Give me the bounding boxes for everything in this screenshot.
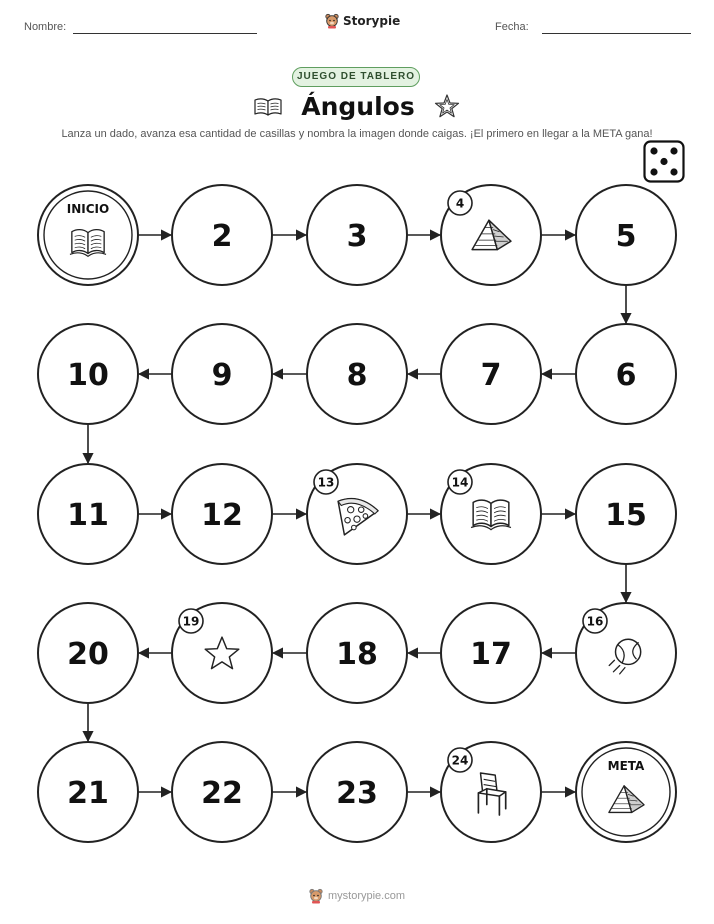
footer-url[interactable]: mystorypie.com xyxy=(327,890,406,902)
board-space-19[interactable] xyxy=(172,603,272,703)
space-number: 4 xyxy=(455,196,465,211)
board-space-6[interactable] xyxy=(576,324,676,424)
board-space-9[interactable] xyxy=(172,324,272,424)
board-space-24[interactable] xyxy=(441,742,541,842)
space-number: 16 xyxy=(586,614,604,629)
board-space-21[interactable] xyxy=(38,742,138,842)
brand-name: Storypie xyxy=(343,14,401,28)
open-book-icon xyxy=(471,500,511,530)
space-number: 2 xyxy=(211,219,233,254)
open-book-icon xyxy=(70,230,106,257)
start-label: INICIO xyxy=(66,202,110,216)
board-space-5[interactable] xyxy=(576,185,676,285)
board-space-4[interactable] xyxy=(441,185,541,285)
board-space-17[interactable] xyxy=(441,603,541,703)
space-number: 21 xyxy=(67,776,109,811)
space-number: 24 xyxy=(451,753,469,768)
space-number: 5 xyxy=(615,219,637,254)
space-number: 13 xyxy=(317,475,335,490)
board-space-12[interactable] xyxy=(172,464,272,564)
game-type-badge: JUEGO DE TABLERO xyxy=(292,67,420,87)
board-space-13[interactable] xyxy=(307,464,407,564)
space-number: 11 xyxy=(67,498,109,533)
space-number: 19 xyxy=(182,614,200,629)
space-number: 15 xyxy=(605,498,647,533)
board-space-15[interactable] xyxy=(576,464,676,564)
space-number: 14 xyxy=(451,475,469,490)
board-space-11[interactable] xyxy=(38,464,138,564)
board-space-meta[interactable] xyxy=(576,742,676,842)
finish-label: META xyxy=(607,759,645,773)
bear-mascot-icon xyxy=(309,888,323,904)
space-number: 8 xyxy=(346,358,368,393)
board-space-10[interactable] xyxy=(38,324,138,424)
board-space-18[interactable] xyxy=(307,603,407,703)
space-number: 7 xyxy=(480,358,502,393)
board-space-3[interactable] xyxy=(307,185,407,285)
instructions: Lanza un dado, avanza esa cantidad de casillas y nombra la imagen donde caigas. ¡El primero en llegar a la META gana! xyxy=(61,128,653,140)
space-number: 12 xyxy=(201,498,243,533)
space-number: 9 xyxy=(211,358,233,393)
board-space-22[interactable] xyxy=(172,742,272,842)
board-space-20[interactable] xyxy=(38,603,138,703)
space-number: 18 xyxy=(336,637,378,672)
footer xyxy=(0,888,714,904)
space-number: 3 xyxy=(346,219,368,254)
board-space-7[interactable] xyxy=(441,324,541,424)
board-space-23[interactable] xyxy=(307,742,407,842)
board-space-14[interactable] xyxy=(441,464,541,564)
board-space-16[interactable] xyxy=(576,603,676,703)
space-number: 6 xyxy=(615,358,637,393)
space-number: 10 xyxy=(67,358,109,393)
date-label: Fecha: xyxy=(495,21,529,33)
space-number: 17 xyxy=(470,637,512,672)
page-title: Ángulos xyxy=(301,92,415,121)
board-space-inicio[interactable] xyxy=(38,185,138,285)
space-number: 23 xyxy=(336,776,378,811)
space-number: 20 xyxy=(67,637,109,672)
board-space-2[interactable] xyxy=(172,185,272,285)
board-space-8[interactable] xyxy=(307,324,407,424)
name-label: Nombre: xyxy=(24,21,67,33)
space-number: 22 xyxy=(201,776,243,811)
